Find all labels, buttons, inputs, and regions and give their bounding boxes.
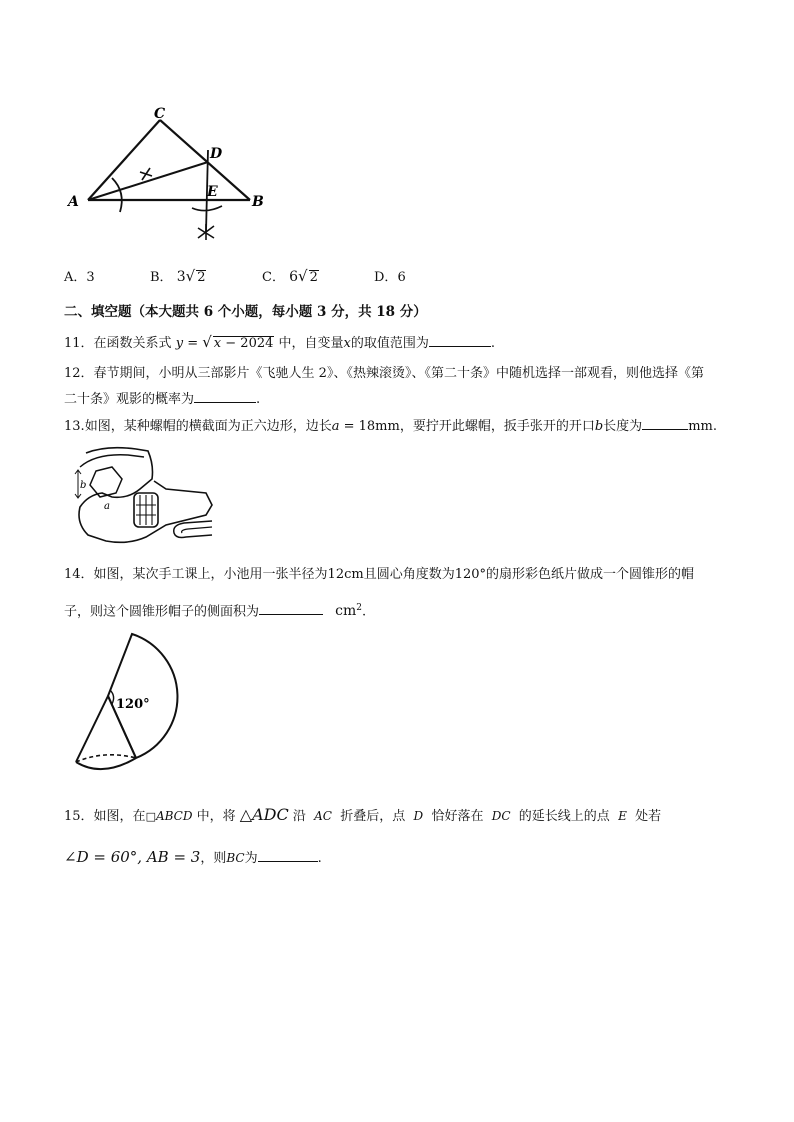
choice-a-letter: A． [64, 270, 87, 285]
q15-condition: ∠D = 60°, AB = 3 [64, 848, 201, 866]
arc-mark-1 [140, 168, 152, 180]
q15-end: . [317, 851, 322, 866]
choice-c-radicand: 2 [309, 270, 318, 285]
triangle-construction-figure [60, 100, 280, 250]
choice-a-value: 3 [86, 270, 95, 285]
q15-dc: DC [491, 809, 511, 823]
q15-answer-blank[interactable] [258, 848, 318, 862]
label-a: A [68, 194, 79, 210]
q15-mid4: 恰好落在 [431, 809, 484, 824]
q15-mid5: 的延长线上的点 [518, 809, 610, 824]
q13-number: 13. [64, 419, 85, 434]
q14-angle: 120° [454, 567, 487, 582]
wrench-upper-jaw [80, 455, 144, 467]
q14-post: 的扇形彩色纸片做成一个圆锥形的帽 [486, 567, 695, 582]
q13-a: a [331, 419, 340, 434]
question-15-line-2 [64, 848, 322, 868]
wrench-figure [66, 445, 216, 550]
label-a-side: a [104, 501, 110, 512]
q13-eq: = 18mm [339, 419, 400, 434]
q13-answer-blank[interactable] [642, 416, 688, 430]
choice-c: C． 6√ 2 [262, 267, 318, 285]
q11-pre: 在函数关系式 [93, 336, 172, 351]
q13-post: 长度为 [603, 419, 643, 434]
label-c: C [154, 106, 166, 122]
q15-post: 为 [244, 851, 258, 866]
q13-pre: 如图，某种螺帽的横截面为正六边形，边长 [84, 419, 332, 434]
question-13 [64, 416, 717, 436]
choice-b-letter: B． [150, 270, 173, 285]
choice-c-letter: C． [262, 270, 285, 285]
choice-b-radicand: 2 [197, 270, 206, 285]
q13-mid: ，要拧开此螺帽，扳手张开的开口 [399, 419, 595, 434]
q11-mid: 中，自变量 [278, 336, 344, 351]
cone-base-front [76, 758, 136, 769]
q15-pre: 如图，在 [93, 809, 146, 824]
q15-tri: △ADC [239, 805, 289, 824]
angle-label: 120° [116, 697, 150, 712]
cone-base-back [76, 755, 136, 762]
q14-unit: cm [335, 603, 357, 620]
label-b-dim: b [80, 480, 87, 491]
q14-mid: 且圆心角度数为 [363, 567, 455, 582]
choice-b: B． 3√ 2 [150, 267, 206, 285]
question-14-line-2 [64, 599, 366, 621]
section-heading: 二、填空题（本大题共 6 个小题，每小题 3 分，共 18 分） [64, 304, 427, 320]
q11-minus: − 2024 [221, 336, 274, 351]
q15-mid1: 中，将 [196, 809, 236, 824]
q11-lhs: y [175, 336, 184, 351]
screw-threads [136, 495, 156, 525]
cross-mark [198, 224, 214, 240]
sector-cone-figure [66, 630, 196, 780]
q14-radius: 12cm [327, 567, 364, 582]
arc-at-a [112, 178, 122, 212]
q11-post: 的取值范围为 [350, 336, 429, 351]
cone-left-side [76, 696, 108, 762]
hexagon-nut [90, 467, 122, 497]
handle-slot [174, 521, 212, 538]
q15-mid2: 沿 [292, 809, 306, 824]
q15-ac: AC [314, 809, 332, 823]
choice-d-value: 6 [397, 270, 406, 285]
question-15-line-1 [64, 806, 661, 826]
q12-end: . [256, 392, 261, 407]
segment-cb [160, 120, 250, 200]
q12-line2: 二十条》观影的概率为 [64, 392, 195, 407]
q15-bc: BC [226, 851, 245, 865]
q11-eq: = [183, 336, 203, 351]
q13-unit: mm. [688, 419, 717, 434]
q14-sup: 2 [356, 603, 363, 613]
choice-a [64, 266, 95, 285]
q11-x: x [343, 336, 351, 351]
choice-c-coef: 6 [289, 269, 299, 285]
q15-d: D [413, 809, 424, 823]
label-d: D [210, 146, 223, 162]
handle-slot-inner [182, 527, 212, 533]
q15-box: □ [145, 810, 156, 823]
q12-answer-blank[interactable] [194, 389, 256, 403]
q15-number: 15． [64, 809, 94, 824]
q14-line2: 子，则这个圆锥形帽子的侧面积为 [64, 604, 260, 620]
q14-answer-blank[interactable] [259, 601, 323, 615]
q11-answer-blank[interactable] [429, 333, 491, 347]
question-14-line-1 [64, 566, 694, 584]
q15-then: ，则 [200, 851, 227, 866]
q15-quad: ABCD [155, 809, 193, 823]
label-b: B [252, 194, 264, 210]
sector [108, 634, 177, 758]
q15-mid3: 折叠后，点 [340, 809, 406, 824]
q11-end: . [490, 336, 496, 351]
choice-b-coef: 3 [176, 269, 186, 285]
label-e: E [207, 184, 218, 200]
q14-pre: 14．如图，某次手工课上，小池用一张半径为 [64, 567, 328, 582]
q11-number: 11． [64, 336, 94, 351]
q14-end: . [362, 604, 367, 620]
q11-var: x [213, 336, 222, 351]
question-12-line-2 [64, 389, 260, 409]
q15-e: E [618, 809, 627, 823]
q15-mid6: 处若 [635, 809, 662, 824]
choice-d [374, 266, 406, 285]
question-11: 11．在函数关系式 y = √ x − 2024 中，自变量x的取值范围为 . [64, 333, 496, 351]
q13-b: b [594, 419, 604, 434]
choice-d-letter: D． [374, 270, 398, 285]
question-12-line-1: 12．春节期间，小明从三部影片《飞驰人生 2》、《热辣滚烫》、《第二十条》中随机选择一部观看，则他选择《第 [64, 366, 704, 381]
